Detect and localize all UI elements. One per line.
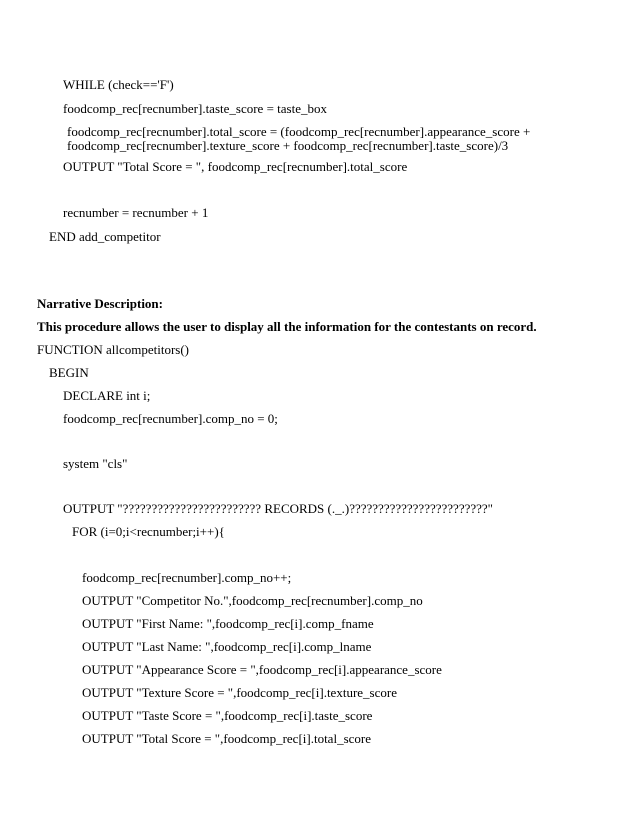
loop-line: foodcomp_rec[recnumber].comp_no++; — [82, 570, 292, 585]
begin-line: BEGIN — [49, 365, 89, 380]
declare-line: DECLARE int i; — [63, 388, 151, 403]
loop-line: OUTPUT "Competitor No.",foodcomp_rec[recnumber].comp_no — [82, 593, 423, 608]
narrative-heading: Narrative Description: — [37, 296, 163, 311]
narrative-description: This procedure allows the user to display all the information for the contestants on record. — [37, 319, 537, 334]
loop-line: OUTPUT "Total Score = ",foodcomp_rec[i].total_score — [82, 731, 371, 746]
loop-line: OUTPUT "Texture Score = ",foodcomp_rec[i].texture_score — [82, 685, 397, 700]
loop-line: OUTPUT "First Name: ",foodcomp_rec[i].comp_fname — [82, 616, 374, 631]
output-total-line: OUTPUT "Total Score = ", foodcomp_rec[recnumber].total_score — [63, 159, 408, 174]
function-line: FUNCTION allcompetitors() — [37, 342, 190, 357]
output-header-line: OUTPUT "???????????????????????? RECORDS (._.)????????????????????????" — [63, 501, 493, 516]
while-line: WHILE (check=='F') — [63, 77, 174, 92]
for-line: FOR (i=0;i<recnumber;i++){ — [72, 524, 225, 539]
taste-score-line: foodcomp_rec[recnumber].taste_score = taste_box — [63, 101, 327, 116]
total-score-line-1: foodcomp_rec[recnumber].total_score = (foodcomp_rec[recnumber].appearance_score + — [67, 124, 531, 139]
loop-line: OUTPUT "Last Name: ",foodcomp_rec[i].comp_lname — [82, 639, 372, 654]
loop-line: OUTPUT "Appearance Score = ",foodcomp_rec[i].appearance_score — [82, 662, 442, 677]
loop-line: OUTPUT "Taste Score = ",foodcomp_rec[i].taste_score — [82, 708, 373, 723]
system-line: system "cls" — [63, 456, 128, 471]
init-line: foodcomp_rec[recnumber].comp_no = 0; — [63, 411, 278, 426]
end-line: END add_competitor — [49, 229, 161, 244]
total-score-line-2: foodcomp_rec[recnumber].texture_score + foodcomp_rec[recnumber].taste_score)/3 — [67, 138, 509, 153]
increment-line: recnumber = recnumber + 1 — [63, 205, 209, 220]
